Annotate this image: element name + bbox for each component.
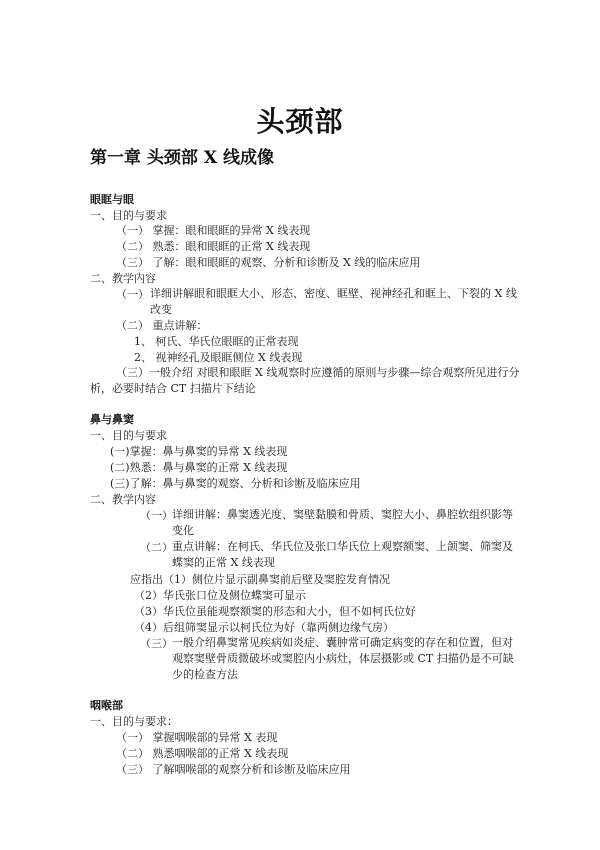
throat-goal-title: 一、目的与要求： [90, 715, 178, 728]
eye-teach-2-item: 2、 视神经孔及眼眶侧位 X 线表现 [134, 351, 303, 364]
section-heading-throat: 咽喉部 [90, 699, 123, 712]
nose-point: （2）华氏张口位及侧位蝶窦可显示 [134, 589, 306, 602]
nose-teach-2-text: 重点讲解：在柯氏、华氏位及张口华氏位上观察额窦、上颌窦、筛窦及蝶窦的正常 X 线表现 [172, 540, 513, 569]
nose-goal-item: (一)掌握：鼻与鼻窦的异常 X 线表现 [110, 445, 288, 458]
nose-teach-2-num: （二） [140, 541, 173, 554]
nose-teach-1-text: 详细讲解：鼻窦透光度、窦壁黏膜和骨质、窦腔大小、鼻腔软组织影等变化 [172, 508, 513, 537]
nose-point: （3）华氏位虽能观察额窦的形态和大小，但不如柯氏位好 [134, 605, 416, 618]
eye-teach-2-item: 1、 柯氏、华氏位眼眶的正常表现 [134, 335, 299, 348]
eye-teach-title: 二、教学内容 [90, 272, 156, 285]
eye-goal-item: （一） 掌握：眼和眼眶的异常 X 线表现 [116, 224, 311, 237]
throat-goal-item: （一） 掌握咽喉部的异常 X 表现 [116, 731, 278, 744]
throat-goal-item: （二） 熟悉咽喉部的正常 X 线表现 [116, 747, 289, 760]
eye-teach-2: （二） 重点讲解： [116, 319, 208, 332]
section-heading-nose: 鼻与鼻窦 [90, 413, 134, 426]
eye-goal-title: 一、目的与要求 [90, 209, 167, 222]
nose-teach-3-text: 一般介绍鼻窦常见疾病如炎症、囊肿常可确定病变的存在和位置，但对观察窦壁骨质微破坏或窦腔内小病灶，体层摄影或 CT 扫描仍是不可缺少的检查方法 [172, 636, 514, 681]
nose-point: （4）后组筛窦显示以柯氏位为好（靠两侧边缘气房） [134, 621, 394, 634]
eye-teach-1-text: 详细讲解眼和眼眶大小、形态、密度、眶壁、视神经孔和眶上、下裂的 X 线改变 [150, 287, 517, 316]
nose-goal-title: 一、目的与要求 [90, 429, 167, 442]
nose-goal-item: (二)熟悉：鼻与鼻窦的正常 X 线表现 [110, 461, 288, 474]
throat-goal-item: （三） 了解咽喉部的观察分析和诊断及临床应用 [116, 763, 351, 776]
nose-point: 应指出（1）侧位片显示副鼻窦前后壁及窦腔发育情况 [130, 573, 390, 586]
eye-teach-1-num: （一） [116, 288, 149, 301]
eye-goal-item: （三） 了解：眼和眼眶的观察、分析和诊断及 X 线的临床应用 [116, 256, 421, 269]
nose-teach-3-num: （三） [140, 637, 173, 650]
chapter-title: 第一章 头颈部 X 线成像 [90, 148, 274, 168]
section-heading-eye: 眼眶与眼 [90, 193, 134, 206]
eye-teach-3: （三）一般介绍 对眼和眼眶 X 线观察时应遵循的原则与步骤—综合观察所见进行分析，必要时结合 CT 扫描片下结论 [90, 366, 520, 395]
nose-teach-title: 二、教学内容 [90, 493, 156, 506]
nose-goal-item: (三)了解：鼻与鼻窦的观察、分析和诊断及临床应用 [110, 477, 361, 490]
page-title: 头颈部 [256, 105, 344, 138]
nose-teach-1-num: （一） [140, 509, 173, 522]
eye-goal-item: （二） 熟悉：眼和眼眶的正常 X 线表现 [116, 240, 311, 253]
